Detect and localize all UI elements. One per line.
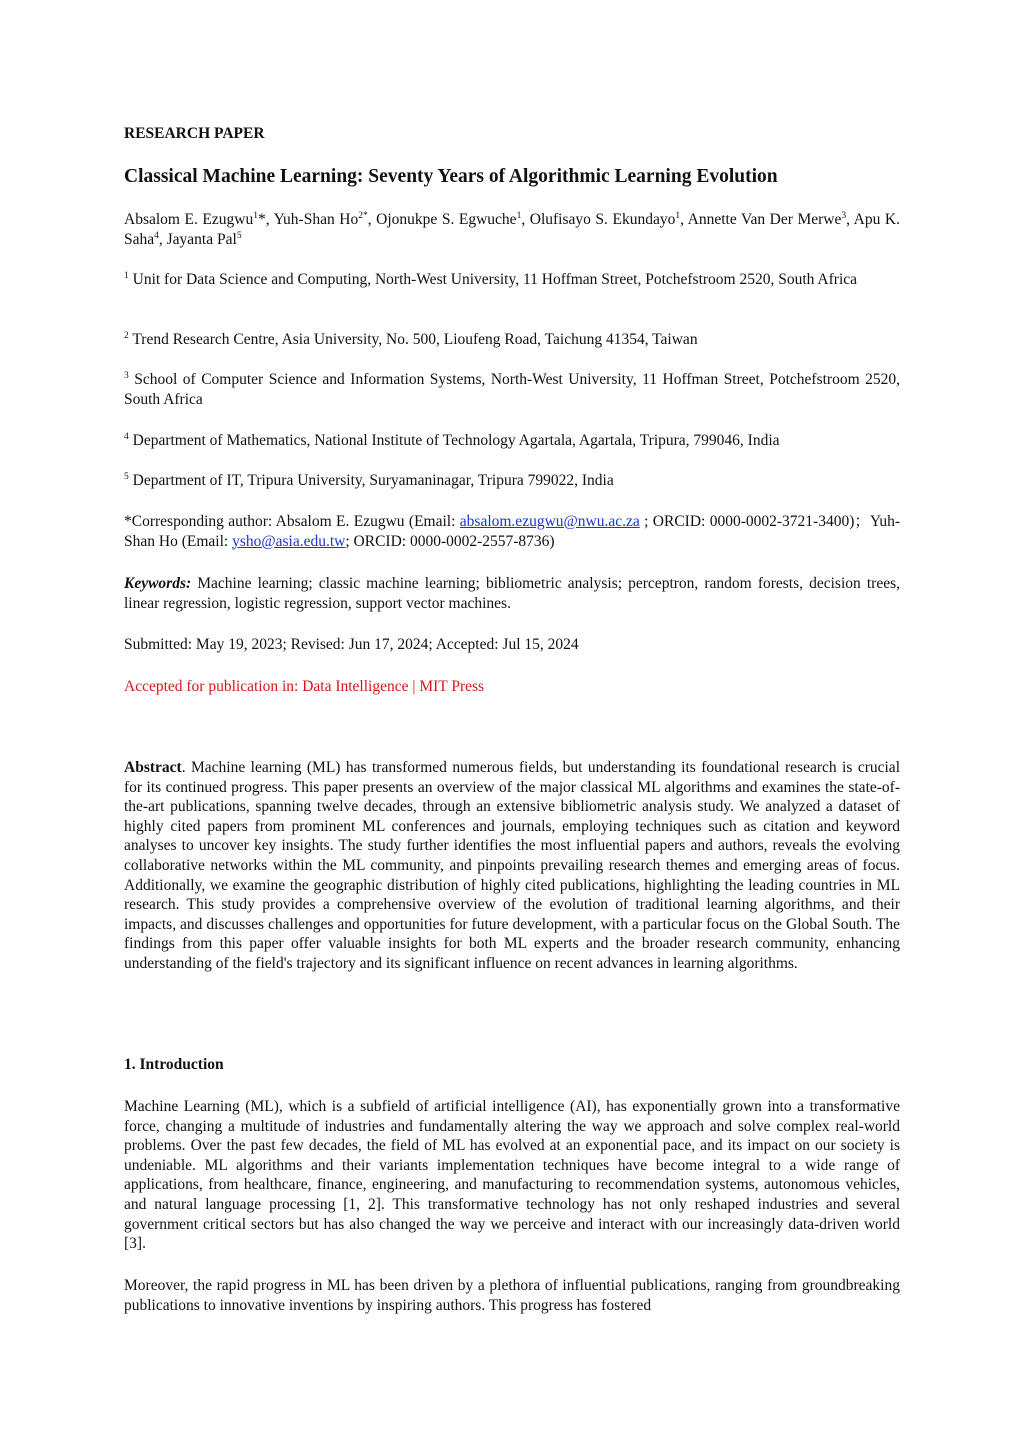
intro-paragraph: Moreover, the rapid progress in ML has been driven by a plethora of influential publications, ranging from groundbreaking publications to innovative inventions by inspiring authors. This progress has fostered	[124, 1277, 900, 1314]
paper-title: Classical Machine Learning: Seventy Years of Algorithmic Learning Evolution	[124, 166, 778, 187]
intro-paragraph: Machine Learning (ML), which is a subfield of artificial intelligence (AI), has exponentially grown into a transformative force, changing a multitude of industries and fundamentally altering the way we approach and solve complex real-world problems. Over the past few decades, the field of ML has evolved at an exponential pace, and its impact on our society is undeniable. ML algorithms and their variants implementation techniques have become integral to a wide range of applications, from healthcare, finance, engineering, and manufacturing to recommendation systems, autonomous vehicles, and natural language processing [1, 2]. This transformative technology has not only reshaped industries and several government critical sectors but has also changed the way we perceive and interact with our increasingly data-driven world [3].	[124, 1098, 900, 1253]
publication-note: Accepted for publication in: Data Intelligence | MIT Press	[124, 678, 485, 695]
email-link[interactable]: ysho@asia.edu.tw	[232, 532, 346, 550]
affiliation: $^1$ Unit for Data Science and Computing, North-West University, 11 Hoffman Street, Potchefstroom 2520, South Africa	[124, 271, 858, 288]
abstract-label: Abstract	[124, 759, 182, 776]
author: Absalom E. Ezugwu	[124, 211, 254, 228]
corresponding-author: *Corresponding author: Absalom E. Ezugwu (Email: absalom.ezugwu@nwu.ac.za ; ORCID: 0000-0002-3721-3400)；Yuh-Shan Ho (Email: ysho@asia.edu.tw; ORCID: 0000-0002-2557-8736)	[124, 513, 901, 550]
affiliation: $^5$ Department of IT, Tripura University, Suryamaninagar, Tripura 799022, India	[124, 472, 614, 489]
author: Olufisayo S. Ekundayo	[529, 211, 676, 228]
abstract: Abstract. Machine learning (ML) has transformed numerous fields, but understanding its foundational research is crucial for its continued progress. This paper presents an overview of the major classical ML algorithms and examines the state-of-the-art publications, spanning twelve decades, through an extensive bibliometric analysis study. We analyzed a dataset of highly cited papers from prominent ML conferences and journals, employing techniques such as citation and keyword analyses to uncover key insights. The study further identifies the most influential papers and authors, reveals the evolving collaborative networks within the ML community, and pinpoints prevailing research themes and emerging areas of focus. Additionally, we examine the geographic distribution of highly cited publications, highlighting the leading countries in ML research. This study provides a comprehensive overview of the evolution of traditional learning algorithms, and their impacts, and discusses challenges and opportunities for future development, with a particular focus on the Global South. The findings from this paper offer valuable insights for both ML experts and the broader research community, enhancing understanding of the field's trajectory and its significant influence on recent advances in learning algorithms.	[124, 759, 900, 972]
submission-dates: Submitted: May 19, 2023; Revised: Jun 17, 2024; Accepted: Jul 15, 2024	[124, 636, 579, 653]
section-heading: 1. Introduction	[124, 1056, 224, 1073]
paper-type-label: RESEARCH PAPER	[124, 125, 265, 142]
author: Apu K. Saha	[124, 211, 900, 248]
author: Ojonukpe S. Egwuche	[376, 211, 517, 228]
email-link[interactable]: absalom.ezugwu@nwu.ac.za	[459, 513, 640, 530]
author: Yuh-Shan Ho	[273, 211, 359, 228]
affiliation: $^3$ School of Computer Science and Information Systems, North-West University, 11 Hoffman Street, Potchefstroom 2520, South Africa	[124, 371, 900, 408]
keywords: Keywords: Machine learning; classic machine learning; bibliometric analysis; perceptron, random forests, decision trees, linear regression, logistic regression, support vector machines.	[124, 575, 900, 612]
author-list: Absalom E. Ezugwu$^1$*, Yuh-Shan $Ho^{2*}$, Ojonukpe S. Egwuche$^1$, Olufisayo S. Ekundayo$^1$, Annette Van Der Merwe$^3$, Apu K. Saha$^4$, Jayanta Pal$^5$	[124, 211, 900, 248]
author: Jayanta Pal	[166, 230, 237, 248]
author: Annette Van Der Merwe	[687, 211, 842, 228]
keywords-label: Keywords:	[124, 575, 192, 592]
affiliation: $^4$ Department of Mathematics, National Institute of Technology Agartala, Agartala, Tripura, 799046, India	[124, 432, 780, 449]
affiliation: $^2$ Trend Research Centre, Asia University, No. 500, Lioufeng Road, Taichung 41354, Taiwan	[124, 331, 698, 348]
